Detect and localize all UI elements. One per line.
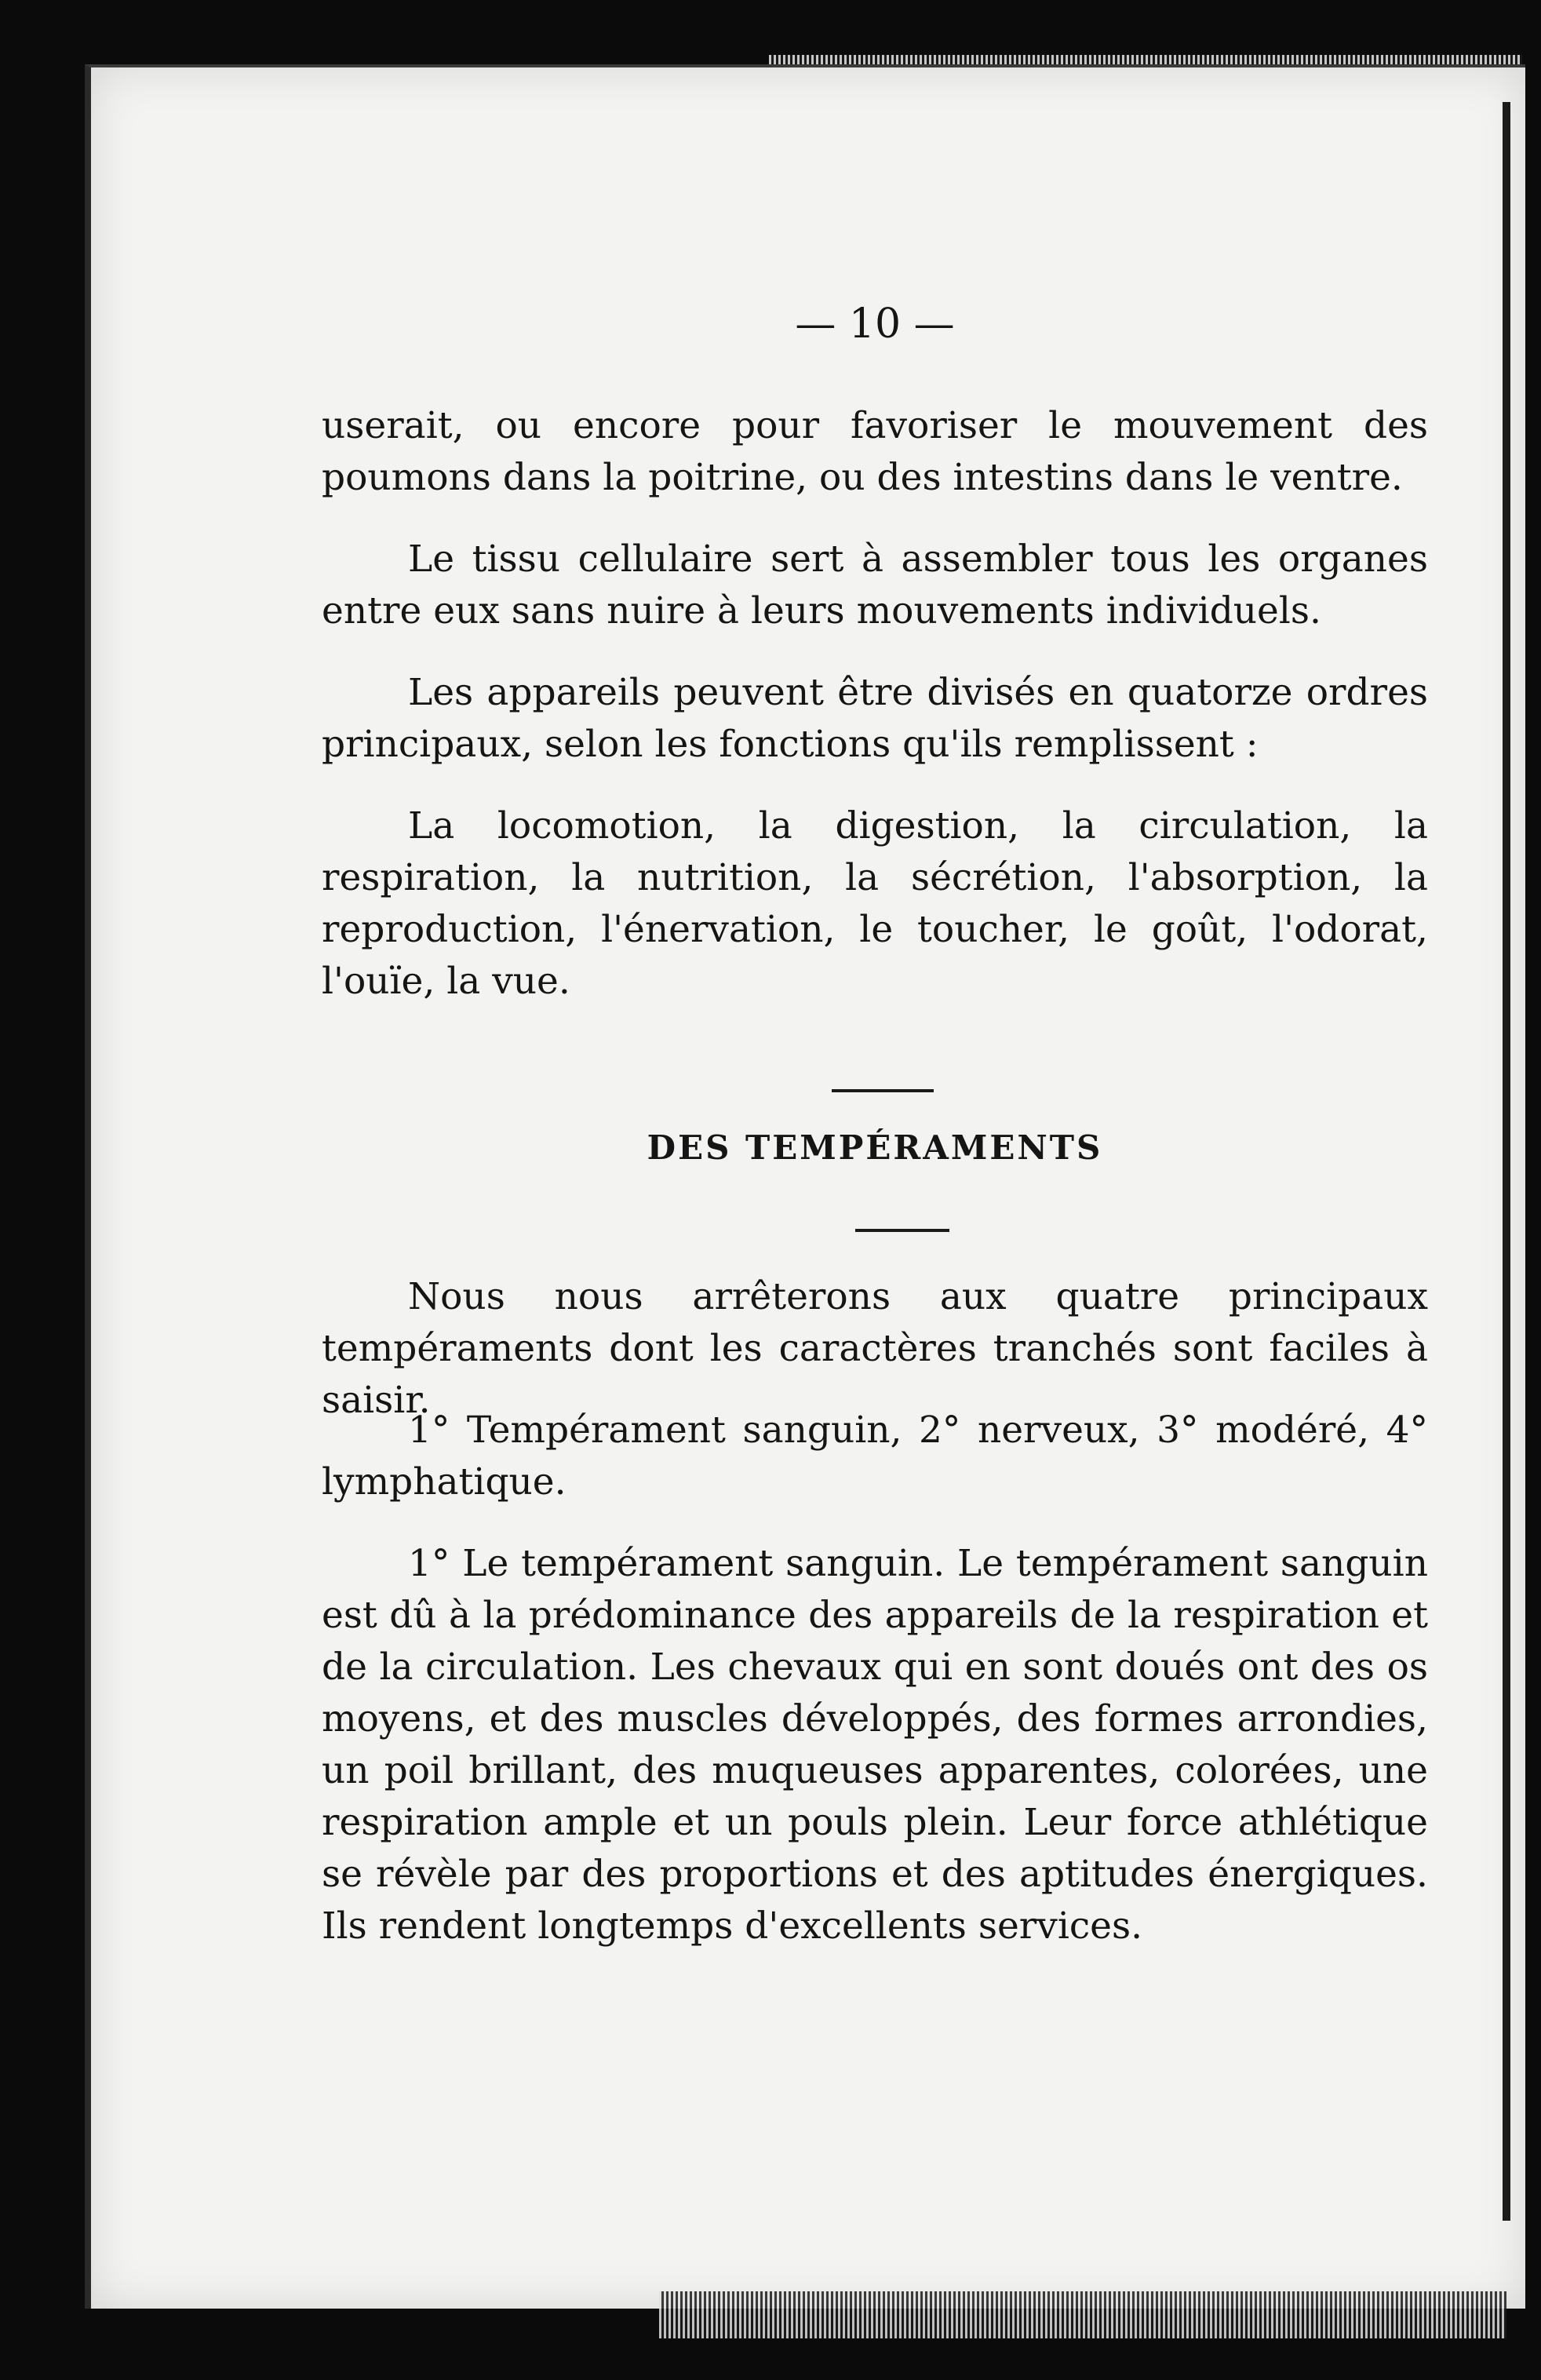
paragraph: La locomotion, la digestion, la circulation, la respiration, la nutrition, la sécrétion, l'absorption, la reproduction, l'énervation, le toucher, le goût, l'odorat, l'ouïe, la vue. <box>322 804 1428 1003</box>
divider <box>832 1089 934 1092</box>
paragraph: Nous nous arrêterons aux quatre principaux tempéraments dont les caractères tranchés sont faciles à saisir. <box>322 1275 1428 1422</box>
paragraph: Le tissu cellulaire sert à assembler tous les organes entre eux sans nuire à leurs mouvements individuels. <box>322 538 1428 632</box>
page-edge <box>1503 102 1510 2221</box>
divider <box>855 1229 949 1232</box>
paragraph: userait, ou encore pour favoriser le mouvement des poumons dans la poitrine, ou des intestins dans le ventre. <box>322 404 1428 499</box>
page-number: — 10 — <box>795 301 955 348</box>
scan-artifact-bottom <box>659 2291 1506 2338</box>
section-heading: DES TEMPÉRAMENTS <box>647 1128 1103 1167</box>
paragraph: 1° Tempérament sanguin, 2° nerveux, 3° modéré, 4° lymphatique. <box>322 1409 1428 1503</box>
paragraph: 1° Le tempérament sanguin. Le tempérament sanguin est dû à la prédominance des appareils de la respiration et de la circulation. Les chevaux qui en sont doués ont des os moyens, et des muscles développés, des formes arrondies, un poil brillant, des muqueuses apparentes, colorées, une respiration ample et un pouls plein. Leur force athlétique se révèle par des proportions et des aptitudes énergiques. Ils rendent longtemps d'excellents services. <box>322 1542 1428 1948</box>
paragraph: Les appareils peuvent être divisés en quatorze ordres principaux, selon les fonctions qu'ils remplissent : <box>322 671 1428 766</box>
